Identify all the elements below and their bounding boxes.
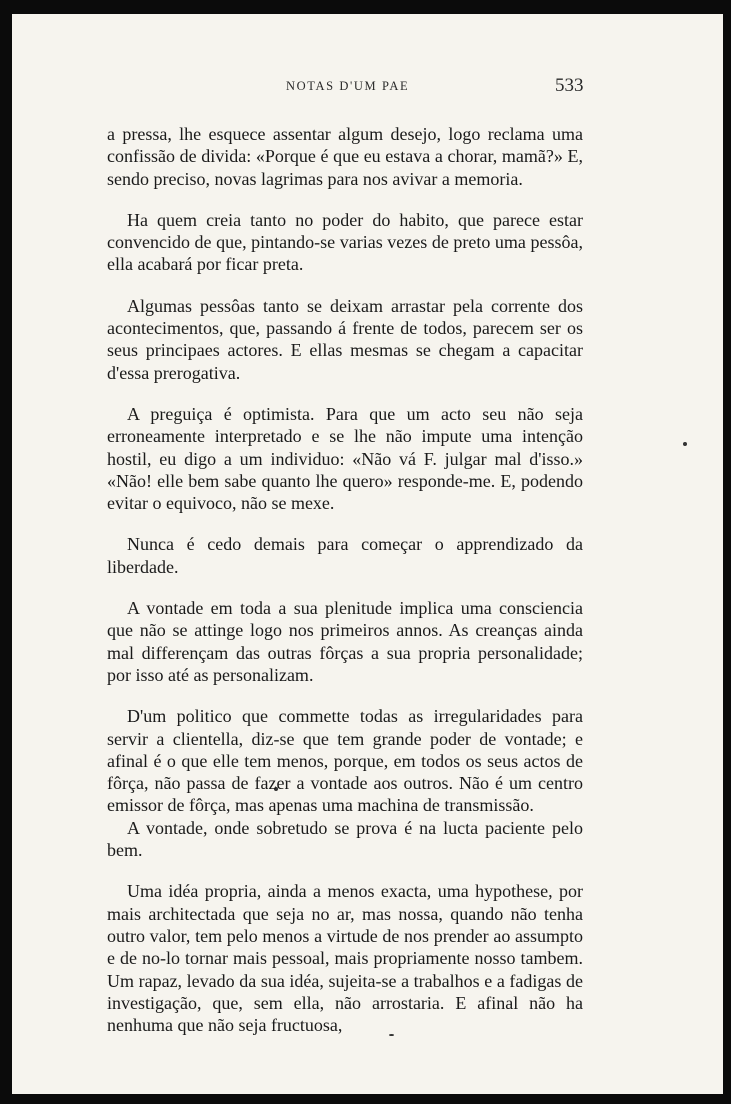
paragraph-5: Nunca é cedo demais para começar o apprendizado da liberdade. [107,534,583,577]
scan-border-bottom [0,1094,731,1104]
paragraph-8: A vontade, onde sobretudo se prova é na lucta paciente pelo bem. [107,817,583,861]
running-title: NOTAS D'UM PAE [286,79,410,93]
paragraph-4: A preguiça é optimista. Para que um acto seu não seja erroneamente interpretado e se lhe não impute uma intenção hostil, eu digo a um individuo: «Não vá F. julgar mal d'isso.» «Não! elle bem sabe quanto lhe quero» responde-me. E, podendo evitar o equivoco, não se mexe. [107,403,583,514]
paragraph-9: Uma idéa propria, ainda a menos exacta, uma hypothese, por mais architectada que seja no ar, mas nossa, quando não tenha outro valor, tem pelo menos a virtude de nos prender ao assumpto e de no-lo tornar mais pessoal, mais propriamente nosso tambem. Um rapaz, levado da sua idéa, sujeita-se a trabalhos e a fadigas de investigação, que, sem ella, não arrostaria. E afinal não ha nenhuma que não seja fructuosa, [107,881,583,1036]
page-number: 533 [555,75,584,96]
body-text [107,123,583,1036]
paragraph-2: Ha quem creia tanto no poder do habito, que parece estar convencido de que, pintando-se varias vezes de preto uma pessôa, ella acabará por ficar preta. [107,209,583,275]
scan-border-top [0,0,731,14]
paragraph-7: D'um politico que commette todas as irregularidades para servir a clientella, diz-se que tem grande poder de vontade; e afinal é o que elle tem menos, porque, em todos os seus actos de fôrça, não passa de fazer a vontade aos outros. Não é um centro emissor de fôrça, mas apenas uma machina de transmissão. [107,706,583,816]
paragraph-6: A vontade em toda a sua plenitude implica uma consciencia que não se attinge logo nos primeiros annos. As creanças ainda mal differençam das outras fôrças a sua propria personalidade; por isso até as personalizam. [107,598,583,685]
scan-border-right [723,0,731,1104]
ink-speck [683,442,687,446]
paragraph-1: a pressa, lhe esquece assentar algum desejo, logo reclama uma confissão de divida: «Porque é que eu estava a chorar, mamã?» E, sendo preciso, novas lagrimas para nos avivar a memoria. [107,124,583,189]
paragraph-3: Algumas pessôas tanto se deixam arrastar pela corrente dos acontecimentos, que, passando á frente de todos, parecem ser os seus principaes actores. E ellas mesmas se chegam a capacitar d'essa prerogativa. [107,295,583,383]
scan-border-left [0,0,12,1104]
